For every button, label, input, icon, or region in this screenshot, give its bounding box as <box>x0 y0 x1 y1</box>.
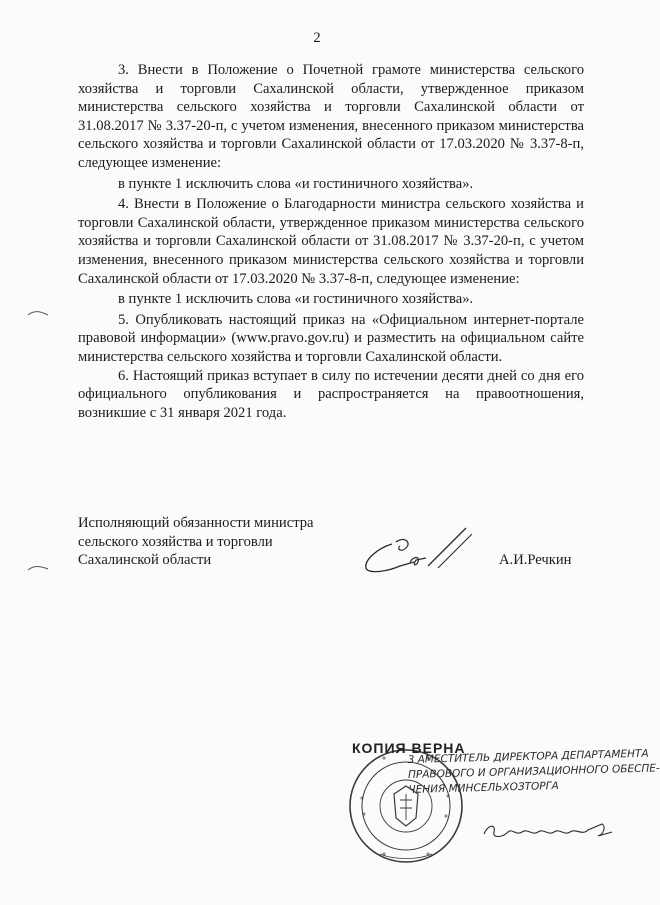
signer-position-line: сельского хозяйства и торговли <box>78 533 273 550</box>
paragraph-3: 3. Внести в Положение о Почетной грамоте министерства сельского хозяйства и торговли Сахалинской области, утвержденное приказом министерства сельского хозяйства и торговли Сахалинской области от 31.08.2017 № 3.37-20-п, с учетом изменения, внесенного приказом министерства сельского хозяйства и торговли Сахалинской области от 17.03.2020 № 3.37-8-п, следующее изменение: <box>78 62 584 171</box>
signer-position-line: Исполняющий обязанности министра <box>78 515 314 531</box>
paragraph-5: 5. Опубликовать настоящий приказ на «Официальном интернет-портале правовой информации» (www.pravo.gov.ru) и разместить на официальном сайте министерства сельского хозяйства и торговли Сахалинской области. <box>78 311 584 365</box>
handwritten-signature <box>356 522 476 582</box>
paragraph-4: 4. Внести в Положение о Благодарности министра сельского хозяйства и торговли Сахалинской области, утвержденное приказом министерства сельского хозяйства и торговли Сахалинской области от 31.08.2017 № 3.37-20-п, с учетом изменения, внесенного приказом министерства сельского хозяйства и торговли Сахалинской области от 17.03.2020 № 3.37-8-п, следующее изменение: <box>78 196 584 287</box>
page-number: 2 <box>313 30 321 46</box>
paragraph-3-change: в пункте 1 исключить слова «и гостиничного хозяйства». <box>118 175 474 192</box>
certification-stamp <box>340 712 660 902</box>
document-body <box>78 61 584 422</box>
paragraph-6: 6. Настоящий приказ вступает в силу по истечении десяти дней со дня его официального опубликования и распространяется на правоотношения, возникшие с 31 января 2021 года. <box>78 367 584 421</box>
stamp-note-line: 3 АМЕСТИТЕЛЬ ДИРЕКТОРА ДЕПАРТАМЕНТА <box>407 747 649 766</box>
paragraph-4-change: в пункте 1 исключить слова «и гостиничного хозяйства». <box>118 291 474 308</box>
signer-name: А.И.Речкин <box>499 552 572 568</box>
margin-mark <box>26 308 50 320</box>
stamp-note-line: ПРАВОВОГО И ОРГАНИЗАЦИОННОГО ОБЕСПЕ- <box>407 762 660 781</box>
stamp-handwritten-note <box>407 747 660 798</box>
signer-position <box>78 514 314 570</box>
stamp-signature <box>478 816 618 846</box>
stamp-title: КОПИЯ ВЕРНА <box>352 740 466 756</box>
signer-position-line: Сахалинской области <box>78 552 212 569</box>
margin-mark <box>26 562 50 574</box>
stamp-note-line: ЧЕНИЯ МИНСЕЛЬХОЗТОРГА <box>408 780 559 796</box>
